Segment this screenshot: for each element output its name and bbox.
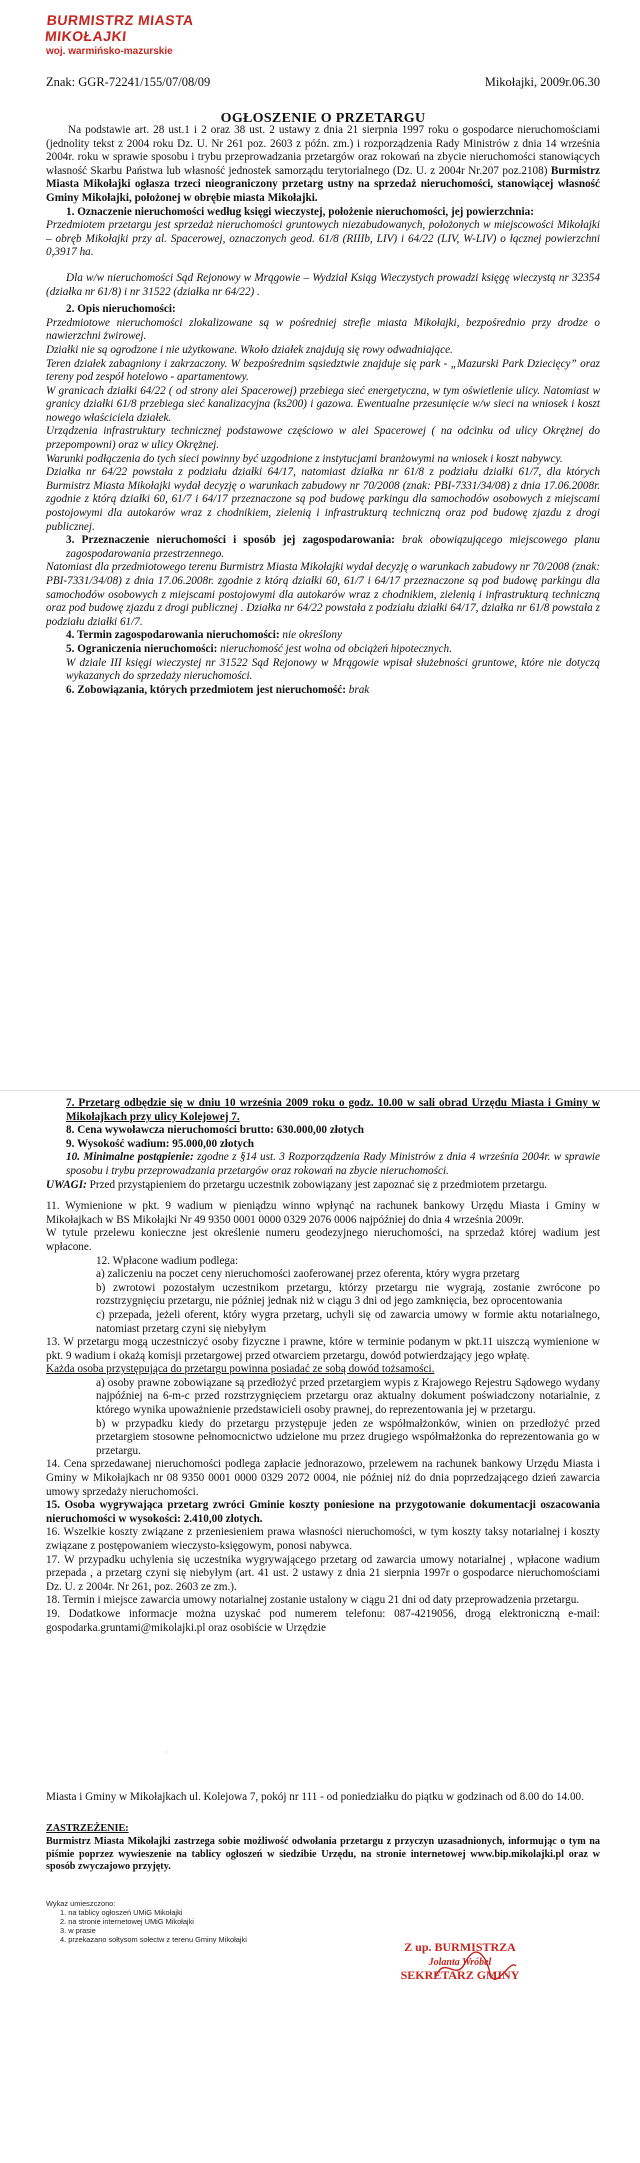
section-13-item: b) w przypadku kiedy do przetargu przystępuje jeden ze współmałżonków, winien on przedłożyć przed przetargiem stosowne pełnomocnictwo udzielone mu przez drugiego współmałżonka do reprezentowania go w przetargu.	[96, 1417, 600, 1457]
section-15: 15. Osoba wygrywająca przetarg zwróci Gminie koszty poniesione na przygotowanie dokumentacji oszacowania nieruchomości w wysokości: 2.410,00 złotych.	[46, 1499, 600, 1525]
section-2-heading: 2. Opis nieruchomości:	[66, 303, 176, 316]
section-3-text: Natomiast dla przedmiotowego terenu Burmistrz Miasta Mikołajki wydał decyzję o warunkach zabudowy nr 70/2008 (znak: PBI-7331/34/08) z dnia 17.06.2008r. zgodnie z którą działki 60, 61/7 i 64/17 przeznaczone są pod budowę parkingu dla samochodów osobowych z miejscami postojowymi dla autokarów wraz z chodnikiem, zielenią i infrastrukturą techniczną oraz pod budowę zjazdu z drogi publicznej . Działka nr 64/22 powstała z podziału działki 64/17, działka nr 61/8 powstała z podziału działki 61/7.	[46, 561, 600, 628]
announcement-lead: Burmistrz Miasta Mikołajki ogłasza trzeci nieograniczony przetarg ustny na sprzedaż nieruchomości, stanowiącej własność Gminy Mikołajki, położonej w obrębie miasta Mikołajki.	[46, 164, 601, 204]
legal-basis	[46, 124, 600, 206]
section-12-item: b) zwrotowi pozostałym uczestnikom przetargu, którzy przetargu nie wygrają, zostanie zwrócone po rozstrzygnięciu przetargu, nie później jednak niż w ciągu 3 dni od jego zamknięcia, bez oprocentowania	[96, 1281, 600, 1308]
reservation-notice	[46, 1823, 600, 1874]
section-1-text: Przedmiotem przetargu jest sprzedaż nieruchomości gruntowych niezabudowanych, położonych w miejscowości Mikołajki – obręb Mikołajki przy al. Spacerowej, oznaczonych geod. 61/8 (RIIIb, LIV) i 64/22 (LIV, W-LIV) o łącznej powierzchni 0,3917 ha.	[46, 219, 600, 259]
section-4-heading: 4. Termin zagospodarowania nieruchomości:	[66, 629, 280, 642]
section-18: 18. Termin i miejsce zawarcia umowy notarialnej zostanie ustalony w ciągu 21 dni od daty przeprowadzenia przetargu.	[46, 1594, 580, 1607]
section-13-item: a) osoby prawne zobowiązane są przedłożyć przed przetargiem wypis z Krajowego Rejestru Sądowego wydany najpóźniej na 6-m-c przed rozstrzygnięciem przetargu oraz aktualny dokument poświadczony notarialnie, z którego wynika upoważnienie przedstawicieli osoby prawnej, do reprezentowania jej w przetargu.	[96, 1376, 600, 1417]
section-5-heading: 5. Ograniczenia nieruchomości:	[66, 642, 218, 655]
section-4-value: nie określony	[282, 629, 342, 642]
distribution-list	[46, 1899, 247, 1944]
legal-basis-text: Na podstawie art. 28 ust.1 i 2 oraz 38 ust. 2 ustawy z dnia 21 sierpnia 1997 roku o gospodarce nieruchomościami (jednolity tekst z 2004 roku Dz. U. Nr 261 poz. 2603 z późn. zm.) i rozporządzenia Rady Ministrów z dnia 14 września 2004r. roku w sprawie sposobu i trybu przeprowadzania przetargów oraz rokowań na zbycie nieruchomości stanowiących własność Skarbu Państwa lub własność jednostek samorządu terytorialnego (Dz. U. z 2004r Nr.207 poz.2108)	[46, 124, 600, 177]
section-6-heading: 6. Zobowiązania, których przedmiotem jest nieruchomość:	[66, 683, 346, 696]
section-2-line: Działki nie są ogrodzone i nie użytkowane. Wkoło działek znajdują się rowy odwadniające.	[46, 343, 453, 356]
scan-mark: ·	[165, 1748, 168, 1757]
distribution-item: 4. przekazano sołtysom sołectw z terenu Gminy Mikołajki	[60, 1935, 247, 1944]
stamp-bottom-line1: Z up. BURMISTRZA	[404, 1940, 516, 1954]
remarks-text: Przed przystąpieniem do przetargu uczestnik zobowiązany jest zapoznać się z przedmiotem przetargu.	[89, 1178, 548, 1191]
section-17: 17. W przypadku uchylenia się uczestnika wygrywającego przetarg od zawarcia umowy notarialnej , wpłacone wadium przepada , a przetarg czyni się niebyłym (art. 41 ust. 2 ustawy z dnia 21 sierpnia 1997r o gospodarce nieruchomościami Dz. U. z 2004r. Nr 261, poz. 2603 ze zm.).	[46, 1553, 600, 1593]
section-8: 8. Cena wywoławcza nieruchomości brutto: 630.000,00 złotych	[66, 1124, 364, 1137]
reference-number: Znak: GGR-72241/155/07/08/09	[46, 75, 211, 89]
section-5-text: W dziale III księgi wieczystej nr 31522 Sąd Rejonowy w Mrągowie wpisał służebności gruntowe, które nie dotyczą wykazanych do sprzedaży nieruchomości.	[66, 656, 600, 683]
section-7: 7. Przetarg odbędzie się w dniu 10 września 2009 roku o godz. 10.00 w sali obrad Urzędu Miasta i Gminy w Mikołajkach przy ulicy Kolejowej 7.	[66, 1097, 600, 1123]
handwritten-signature	[430, 1948, 520, 1988]
announcement-body	[46, 124, 600, 697]
distribution-item: 2. na stronie internetowej UMiG Mikołajki	[60, 1917, 194, 1926]
announcement-body-continued	[46, 1097, 600, 1635]
stamp-bottom-name: Jolanta Wróbel	[428, 1957, 492, 1968]
section-5	[66, 643, 600, 657]
section-3-tail: brak obowiązującego miejscowego planu zagospodarowania przestrzennego.	[66, 534, 600, 560]
stamp-bottom-title: SEKRETARZ GMINY	[400, 1968, 520, 1982]
section-5-value: nieruchomość jest wolna od obciążeń hipotecznych.	[220, 642, 452, 655]
section-1-land-register: Dla w/w nieruchomości Sąd Rejonowy w Mrągowie – Wydział Ksiąg Wieczystych prowadzi księgę wieczystą nr 32354 (działka nr 61/8) i nr 31522 (działka nr 64/22) .	[46, 271, 600, 298]
page-title: OGŁOSZENIE O PRZETARGU	[220, 111, 426, 126]
section-12-item: c) przepada, jeżeli oferent, który wygra przetarg, uchyli się od zawarcia umowy w formie aktu notarialnego, natomiast przetarg czyni się niebyłym	[96, 1308, 600, 1335]
stamp-title: BURMISTRZ MIASTA MIKOŁAJKI	[44, 12, 195, 44]
section-2-line: W granicach działki 64/22 ( od strony alei Spacerowej) przebiega sieć energetyczna, w tym oświetlenie ulicy. Natomiast w granicy działki 61/8 przebiega sieć kanalizacyjna (ks200) i gazowa. Ewentualne przesunięcie w/w sieci na wniosek i koszt nowego właściciela działek.	[46, 384, 600, 424]
section-14: 14. Cena sprzedawanej nieruchomości podlega zapłacie jednorazowo, przelewem na rachunek bankowy Urzędu Miasta i Gminy w Mikołajkach nr 08 9350 0001 0000 0329 2072 0004, nie później niż do dnia poprzedzającego dzień zawarcia umowy sprzedaży nieruchomości.	[46, 1458, 600, 1498]
section-2-line: Działka nr 64/22 powstała z podziału działki 64/17, natomiast działka nr 61/8 z podziału działki 61/7, dla których Burmistrz Miasta Mikołajki wydał decyzję o warunkach zabudowy nr 70/2008 (znak: PBI-7331/34/08) z dnia 17.06.2008r. zgodnie z którą działki 60, 61/7 i 64/17 przeznaczone są pod budowę parkingu dla samochodów osobowych z miejscami postojowymi dla autokarów wraz z chodnikiem, zielenią i infrastrukturą techniczną oraz pod budowę zjazdu z drogi publicznej.	[46, 466, 600, 533]
remarks	[46, 1179, 600, 1193]
section-4	[66, 629, 600, 643]
section-19: 19. Dodatkowe informacje można uzyskać pod numerem telefonu: 087-4219056, drogą elektroniczną e-mail: gospodarka.gruntami@mikolajki.pl oraz osobiście w Urzędzie	[46, 1607, 600, 1634]
section-11-note: W tytule przelewu konieczne jest określenie numeru geodezyjnego nieruchomości, na sprzedaż której wadium jest wpłacone.	[46, 1227, 600, 1253]
distribution-heading: Wykaz umieszczono:	[46, 1899, 116, 1908]
section-6-value: brak	[348, 683, 370, 696]
section-16: 16. Wszelkie koszty związane z przeniesieniem prawa własności nieruchomości, w tym koszty taksy notarialnej i koszty związane z postępowaniem wieczysto-księgowym, ponosi nabywca.	[46, 1526, 600, 1552]
section-2-line: Urządzenia infrastruktury technicznej podstawowe częściowo w alei Spacerowej ( na odcinku od ulicy Okrężnej do przepompowni) oraz w ulicy Okrężnej.	[46, 425, 600, 452]
reservation-label: ZASTRZEŻENIE:	[46, 1823, 129, 1834]
section-2-line: Teren działek zabagniony i zakrzaczony. W bezpośrednim sąsiedztwie znajduje się park - „Mazurski Park Dziecięcy” oraz tereny pod zespół hotelowo - apartamentowy.	[46, 357, 600, 384]
mayor-stamp	[46, 12, 246, 57]
section-11: 11. Wymienione w pkt. 9 wadium w pieniądzu winno wpłynąć na rachunek bankowy Urzędu Miasta i Gminy w Mikołajkach w BS Mikołajki Nr 49 9350 0001 0000 0329 2076 0006 najpóźniej do dnia 4 września 2009r.	[46, 1200, 600, 1226]
office-hours: Miasta i Gminy w Mikołajkach ul. Kolejowa 7, pokój nr 111 - od poniedziałku do piątku w godzinach od 8.00 do 14.00.	[46, 1791, 584, 1803]
section-1-heading: 1. Oznaczenie nieruchomości według księgi wieczystej, położenie nieruchomości, jej powierzchnia:	[66, 205, 534, 218]
section-12-heading: 12. Wpłacone wadium podlega:	[96, 1254, 239, 1267]
stamp-subtitle: woj. warmińsko-mazurskie	[46, 46, 173, 57]
document-date: Mikołajki, 2009r.06.30	[484, 75, 600, 89]
section-10-heading: 10. Minimalne postąpienie:	[66, 1151, 194, 1164]
section-2-line: Przedmiotowe nieruchomości zlokalizowane są w pośredniej strefie miasta Mikołajki, bezpośrednio przy drodze o nawierzchni żwirowej.	[46, 316, 600, 343]
section-3	[66, 534, 600, 561]
remarks-label: UWAGI:	[46, 1178, 87, 1191]
distribution-item: 1. na tablicy ogłoszeń UMiG Mikołajki	[60, 1908, 183, 1917]
reservation-text: Burmistrz Miasta Mikołajki zastrzega sobie możliwość odwołania przetargu z przyczyn uzasadnionych, informując o tym na piśmie poprzez wywieszenie na tablicy ogłoszeń w siedzibie Urzędu, na stronie internetowej www.bip.mikolajki.pl oraz w sposób zwyczajowo przyjęty.	[46, 1835, 600, 1873]
section-2-line: Warunki podłączenia do tych sieci powinny być uzgodnione z instytucjami branżowymi na wniosek i koszt nabywcy.	[46, 452, 563, 465]
section-3-heading: 3. Przeznaczenie nieruchomości i sposób jej zagospodarowania:	[66, 534, 395, 547]
section-9: 9. Wysokość wadium: 95.000,00 złotych	[66, 1137, 255, 1150]
section-10	[66, 1151, 600, 1178]
section-10-text: zgodne z §14 ust. 3 Rozporządzenia Rady Ministrów z dnia 4 września 2004r. w sprawie sposobu i trybu przeprowadzania przetargów oraz rokowań na zbycie nieruchomości.	[66, 1151, 600, 1177]
distribution-item: 3. w prasie	[60, 1926, 96, 1935]
section-13: 13. W przetargu mogą uczestniczyć osoby fizyczne i prawne, które w terminie podanym w pkt.11 uiszczą wymienione w pkt. 9 wadium i okażą komisji przetargowej przed otwarciem przetargu, dowód potwierdzający jego wpłatę.	[46, 1336, 600, 1362]
section-12-item: a) zaliczeniu na poczet ceny nieruchomości zaoferowanej przez oferenta, który wygra przetarg	[96, 1268, 520, 1281]
section-13-id-note: Każda osoba przystępująca do przetargu powinna posiadać ze sobą dowód tożsamości.	[46, 1363, 435, 1376]
section-6	[66, 684, 600, 698]
